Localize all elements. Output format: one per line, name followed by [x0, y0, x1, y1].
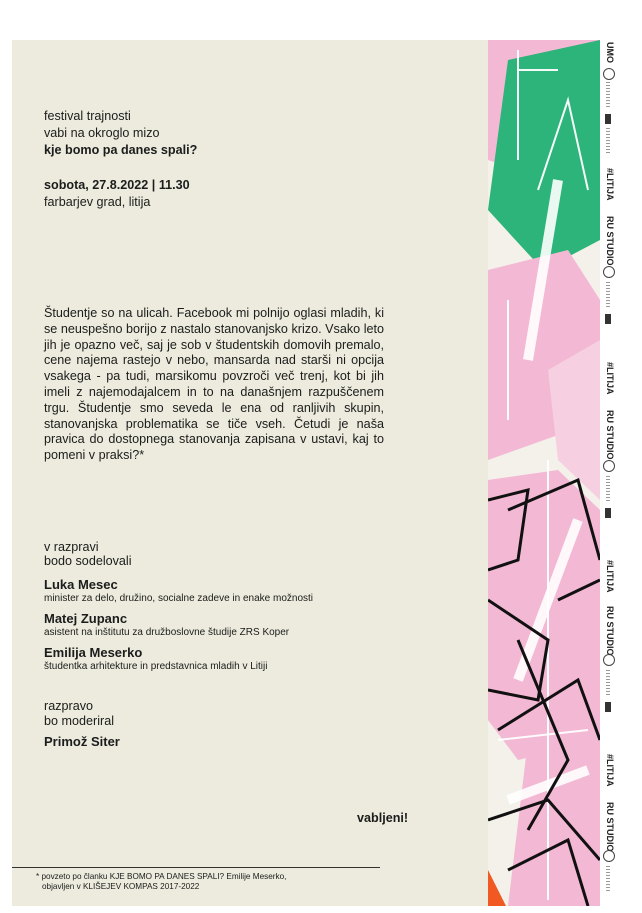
speaker-name: Emilija Meserko — [44, 645, 143, 660]
decorative-artwork — [488, 40, 600, 906]
strip-tag: #LITIJA — [605, 168, 615, 201]
moderator-heading-2: bo moderiral — [44, 714, 114, 728]
strip-studio: RU STUDIO — [605, 606, 615, 656]
circle-logo-icon — [603, 68, 615, 80]
strip-tag: #LITIJA — [605, 362, 615, 395]
body-paragraph: Študentje so na ulicah. Facebook mi polnijo oglasi mladih, ki se neuspešno borijo z nastalo stanovanjsko krizo. Vsako leto jih je opazno več, saj je sob v študentskih domovih premalo, cene najema rastejo v nebo, mansarda nad starši ni opcija vsakega - pa tudi, marsikomu povzroči več trenj, kot bi jih imeli z najemodajalcem in to na današnjem razpuščenem trgu. Študentje smo seveda le ena od ranljivih skupin, stanovanjska problematika se tiče vseh. Četudi je naša pravica do dostopnega stanovanja zapisana v ustavi, kaj to pomeni v praksi?* — [44, 306, 384, 463]
intro-line-2: vabi na okroglo mizo — [44, 126, 160, 140]
barcode-icon — [605, 114, 611, 124]
circle-logo-icon — [603, 654, 615, 666]
speaker-role: minister za delo, družino, socialne zadeve in enake možnosti — [44, 593, 314, 604]
circle-logo-icon — [603, 460, 615, 472]
abstract-shapes-illustration — [488, 40, 600, 906]
circle-logo-icon — [603, 266, 615, 278]
barcode-icon — [605, 508, 611, 518]
barcode-icon — [605, 314, 611, 324]
moderator-heading-1: razpravo — [44, 699, 93, 713]
strip-top-label: UMO — [605, 42, 615, 63]
speaker-name: Luka Mesec — [44, 577, 118, 592]
event-datetime: sobota, 27.8.2022 | 11.30 — [44, 178, 190, 192]
panel-heading-1: v razpravi — [44, 540, 99, 554]
fine-print-icon — [606, 282, 610, 308]
circle-logo-icon — [603, 850, 615, 862]
speaker-role: asistent na inštitutu za družboslovne študije ZRS Koper — [44, 627, 290, 638]
intro-line-1: festival trajnosti — [44, 109, 131, 123]
strip-tag: #LITIJA — [605, 754, 615, 787]
moderator-name: Primož Siter — [44, 734, 120, 749]
footnote-divider — [12, 867, 380, 868]
footnote-line-2: objavljen v KLIŠEJEV KOMPAS 2017-2022 — [42, 882, 200, 891]
strip-tag: #LITIJA — [605, 560, 615, 593]
strip-studio: RU STUDIO — [605, 410, 615, 460]
speaker-name: Matej Zupanc — [44, 611, 128, 626]
fine-print-icon — [606, 476, 610, 502]
event-location: farbarjev grad, litija — [44, 195, 151, 209]
fine-print-icon — [606, 670, 610, 696]
event-title: kje bomo pa danes spali? — [44, 143, 198, 157]
barcode-icon — [605, 702, 611, 712]
invite-text: vabljeni! — [357, 811, 409, 825]
strip-studio: RU STUDIO — [605, 802, 615, 852]
poster-page — [12, 40, 488, 906]
panel-heading-2: bodo sodelovali — [44, 554, 132, 568]
side-branding-strip — [600, 40, 616, 906]
fine-print-icon — [606, 82, 610, 108]
strip-studio: RU STUDIO — [605, 216, 615, 266]
footnote-line-1: * povzeto po članku KJE BOMO PA DANES SPALI? Emilije Meserko, — [36, 872, 287, 881]
fine-print-icon — [606, 128, 610, 154]
speaker-role: študentka arhitekture in predstavnica mladih v Litiji — [44, 661, 268, 672]
fine-print-icon — [606, 866, 610, 892]
